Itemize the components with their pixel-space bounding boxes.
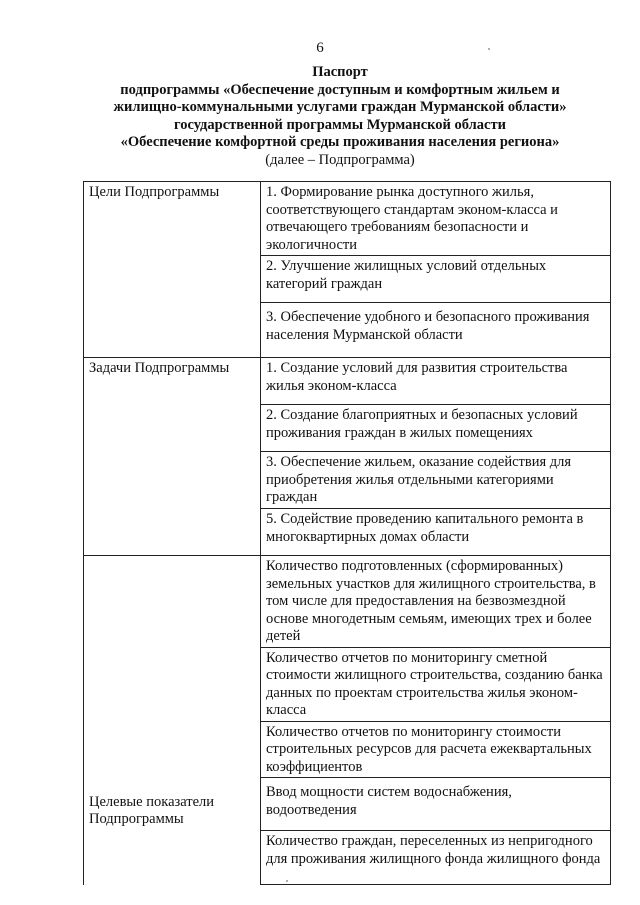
header-line-3: государственной программы Мурманской области: [174, 116, 506, 133]
indicators-item-3: Количество отчетов по мониторингу стоимости строительных ресурсов для расчета ежеквартальных коэффициентов: [261, 721, 611, 778]
table-row: [84, 556, 611, 648]
passport-table: [83, 181, 611, 885]
page-number: 6: [316, 40, 324, 56]
table-row: [84, 358, 611, 405]
indicators-item-5: Количество граждан, переселенных из непригодного для проживания жилищного фонда жилищного фонда: [261, 831, 611, 885]
document-title: Паспорт: [312, 64, 368, 80]
tasks-label: Задачи Подпрограммы: [89, 360, 230, 376]
tasks-item-1: 1. Создание условий для развития строительства жилья эконом-класса: [261, 358, 611, 405]
scan-speck: [488, 48, 490, 50]
goals-label-cell: [84, 182, 261, 358]
goals-item-1: 1. Формирование рынка доступного жилья, соответствующего стандартам эконом-класса и отвечающего требованиям безопасности и экологичности: [261, 182, 611, 256]
document-header: [60, 64, 620, 169]
header-line-4: «Обеспечение комфортной среды проживания населения региона»: [120, 134, 560, 150]
tasks-item-2: 2. Создание благоприятных и безопасных условий проживания граждан в жилых помещениях: [261, 405, 611, 452]
table-row: [84, 182, 611, 256]
tasks-item-3: 3. Обеспечение жильем, оказание содействия для приобретения жилья отдельными категориями граждан: [261, 452, 611, 509]
indicators-label-cell: [84, 556, 261, 885]
goals-label: Цели Подпрограммы: [89, 184, 220, 200]
header-line-2: жилищно-коммунальными услугами граждан Мурманской области»: [113, 99, 567, 115]
header-line-5: (далее – Подпрограмма): [265, 151, 415, 168]
tasks-label-cell: [84, 358, 261, 556]
indicators-item-1: Количество подготовленных (сформированных) земельных участков для жилищного строительства, в том числе для предоставления на безвозмездной основе многодетным семьям, имеющих трех и более детей: [261, 556, 611, 648]
scan-speck: [286, 880, 288, 882]
indicators-label: Целевые показатели Подпрограммы: [89, 793, 215, 827]
header-line-1: подпрограммы «Обеспечение доступным и комфортным жильем и: [120, 81, 560, 98]
goals-item-3: 3. Обеспечение удобного и безопасного проживания населения Мурманской области: [261, 303, 611, 358]
tasks-item-5: 5. Содействие проведению капитального ремонта в многоквартирных домах области: [261, 509, 611, 556]
indicators-item-2: Количество отчетов по мониторингу сметной стоимости жилищного строительства, созданию банка данных по проектам строительства жилья эконом-класса: [261, 647, 611, 721]
indicators-item-4: Ввод мощности систем водоснабжения, водоотведения: [261, 778, 611, 831]
goals-item-2: 2. Улучшение жилищных условий отдельных категорий граждан: [261, 256, 611, 303]
